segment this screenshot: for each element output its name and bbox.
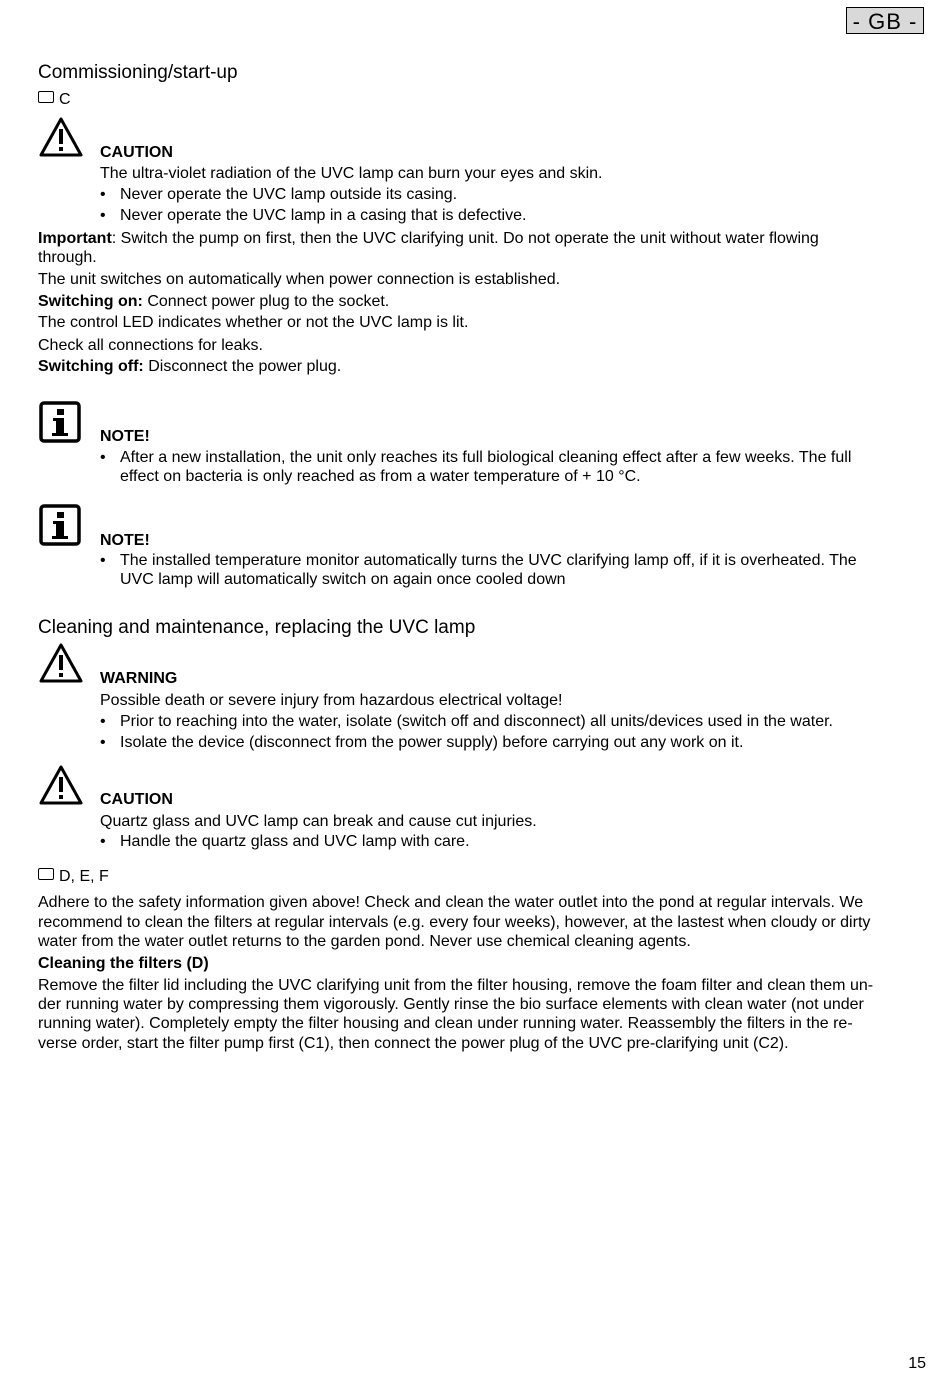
filters-paragraph-line: verse order, start the filter pump first (C1), then connect the power plug of the UVC pre-clarifying unit (C2). [38,1035,789,1052]
list-item: • The installed temperature monitor automatically turns the UVC clarifying lamp off, if it is overheated. The UVC lamp will automatically switch on again once cooled down [100,552,857,588]
warning-label: WARNING [100,670,178,687]
list-item: • Isolate the device (disconnect from the power supply) before carrying out any work on it. [100,734,744,751]
figure-reference-def: D, E, F [38,868,109,886]
list-item: • Never operate the UVC lamp outside its casing. [100,186,458,203]
auto-switch-text: The unit switches on automatically when power connection is established. [38,271,561,288]
figure-reference-c: C [38,91,71,109]
filters-paragraph-line: Remove the filter lid including the UVC clarifying unit from the filter housing, remove the foam filter and clean them un- [38,977,874,994]
list-item: • After a new installation, the unit only reaches its full biological cleaning effect after a few weeks. The full effect on bacteria is only reached as from a water temperature of + 10 °C. [100,449,852,485]
switching-off-text: Switching off: Disconnect the power plug. [38,358,342,375]
led-text: The control LED indicates whether or not the UVC lamp is lit. [38,314,469,331]
adhere-paragraph-line: water from the water outlet returns to the garden pond. Never use chemical cleaning agents. [38,933,691,950]
note-label: NOTE! [100,428,150,445]
warning-triangle-icon [38,116,84,158]
list-item: • Prior to reaching into the water, isolate (switch off and disconnect) all units/devices used in the water. [100,713,833,730]
important-paragraph-cont: through. [38,249,97,266]
figure-box-icon [38,91,54,103]
caution-label: CAUTION [100,144,173,161]
caution-text: Quartz glass and UVC lamp can break and cause cut injuries. [100,813,537,830]
switching-on-text: Switching on: Connect power plug to the socket. [38,293,390,310]
warning-triangle-icon [38,764,84,806]
important-paragraph: Important: Switch the pump on first, then the UVC clarifying unit. Do not operate the unit without water flowing [38,230,819,247]
language-tag: - GB - [846,7,924,34]
warning-triangle-icon [38,642,84,684]
info-note-icon [39,401,81,443]
section-title-commissioning: Commissioning/start-up [38,62,238,83]
filters-paragraph-line: der running water by compressing them vigorously. Gently rinse the bio surface elements with clean water (not under [38,996,864,1013]
caution-label: CAUTION [100,791,173,808]
cleaning-filters-heading: Cleaning the filters (D) [38,955,209,972]
info-note-icon [39,504,81,546]
note-label: NOTE! [100,532,150,549]
section-title-cleaning: Cleaning and maintenance, replacing the UVC lamp [38,617,476,638]
caution-text: The ultra-violet radiation of the UVC lamp can burn your eyes and skin. [100,165,603,182]
adhere-paragraph-line: Adhere to the safety information given above! Check and clean the water outlet into the pond at regular intervals. We [38,894,864,911]
warning-text: Possible death or severe injury from hazardous electrical voltage! [100,692,563,709]
list-item: • Handle the quartz glass and UVC lamp with care. [100,833,470,850]
filters-paragraph-line: running water). Completely empty the filter housing and clean under running water. Reassembly the filters in the re- [38,1015,853,1032]
page-number: 15 [908,1355,926,1372]
leaks-text: Check all connections for leaks. [38,337,263,354]
adhere-paragraph-line: recommend to clean the filters at regular intervals (e.g. every four weeks), however, at the lastest when cloudy or dirty [38,914,871,931]
figure-box-icon [38,868,54,880]
list-item: • Never operate the UVC lamp in a casing that is defective. [100,207,527,224]
